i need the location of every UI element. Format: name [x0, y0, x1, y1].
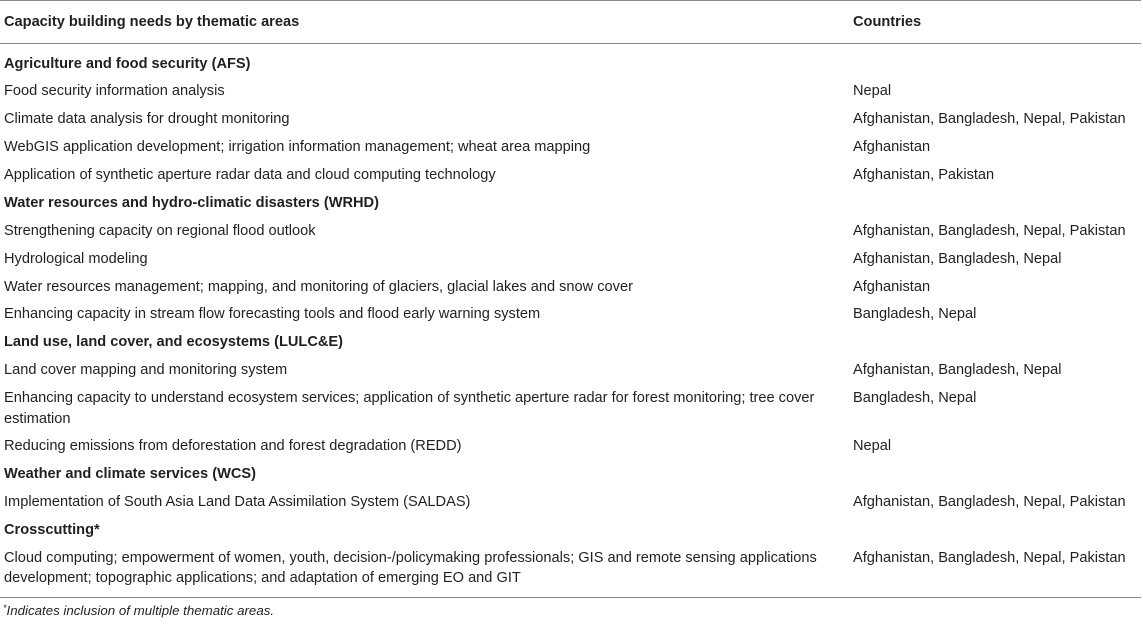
- table-row: [0, 384, 1141, 432]
- table-row: [0, 356, 1141, 384]
- need-cell: Cloud computing; empowerment of women, youth, decision-/policymaking professionals; GIS and remote sensing applications development; topographic applications; and adaptation of emerging EO and GIT: [0, 544, 850, 597]
- countries-cell: [850, 189, 1141, 217]
- header-row: [0, 1, 1141, 44]
- need-cell: Application of synthetic aperture radar data and cloud computing technology: [4, 167, 496, 183]
- table-row: [0, 245, 1141, 273]
- need-cell: Reducing emissions from deforestation and forest degradation (REDD): [4, 438, 462, 455]
- table-row: [0, 217, 1141, 245]
- countries-cell: Nepal: [853, 438, 892, 455]
- need-cell: Climate data analysis for drought monitoring: [4, 111, 290, 128]
- section-title: Weather and climate services (WCS): [4, 466, 256, 483]
- section-row: [0, 43, 1141, 78]
- table-row: [0, 106, 1141, 134]
- countries-cell: Afghanistan, Bangladesh, Nepal, Pakistan: [853, 222, 1126, 239]
- table-row: [0, 133, 1141, 161]
- need-cell: WebGIS application development; irrigation information management; wheat area mapping: [4, 139, 591, 156]
- countries-cell: [850, 329, 1141, 357]
- countries-cell: [850, 516, 1141, 544]
- table-row: [0, 78, 1141, 106]
- countries-cell: Afghanistan, Pakistan: [853, 167, 995, 183]
- section-row: [0, 516, 1141, 544]
- countries-cell: Afghanistan, Bangladesh, Nepal: [853, 362, 1062, 379]
- need-cell: Food security information analysis: [4, 83, 225, 100]
- need-cell: Hydrological modeling: [4, 250, 148, 267]
- countries-cell: Afghanistan, Bangladesh, Nepal, Pakistan: [850, 544, 1141, 597]
- need-cell: Implementation of South Asia Land Data Assimilation System (SALDAS): [4, 494, 471, 511]
- need-cell: Land cover mapping and monitoring system: [4, 362, 288, 379]
- countries-cell: Afghanistan, Bangladesh, Nepal, Pakistan: [853, 111, 1126, 128]
- countries-cell: Afghanistan, Bangladesh, Nepal: [853, 250, 1062, 267]
- section-title: Crosscutting*: [4, 522, 100, 538]
- countries-cell: Bangladesh, Nepal: [853, 306, 977, 323]
- countries-cell: Afghanistan, Bangladesh, Nepal, Pakistan: [853, 494, 1126, 511]
- countries-cell: Afghanistan: [853, 278, 931, 295]
- need-cell: Water resources management; mapping, and monitoring of glaciers, glacial lakes and snow cover: [4, 278, 633, 295]
- section-row: [0, 461, 1141, 489]
- countries-cell: Afghanistan: [853, 139, 931, 156]
- countries-cell: Nepal: [853, 83, 892, 100]
- section-row: [0, 329, 1141, 357]
- header-countries: Countries: [850, 1, 1141, 44]
- table-footnote: [3, 603, 274, 618]
- footnote-text: Indicates inclusion of multiple thematic areas.: [6, 603, 275, 618]
- header-needs: Capacity building needs by thematic areas: [0, 1, 850, 44]
- table-row: [0, 301, 1141, 329]
- need-cell: Enhancing capacity to understand ecosystem services; application of synthetic aperture radar for forest monitoring; tree cover estimation: [4, 390, 815, 427]
- countries-cell: Bangladesh, Nepal: [853, 390, 977, 406]
- table-body: [0, 43, 1141, 597]
- countries-cell: [850, 43, 1141, 78]
- section-title: Agriculture and food security (AFS): [4, 55, 251, 72]
- section-title: Land use, land cover, and ecosystems (LULC&E): [4, 334, 343, 351]
- need-cell: Strengthening capacity on regional flood outlook: [4, 222, 316, 239]
- countries-cell: [850, 461, 1141, 489]
- table-row: [0, 544, 1141, 597]
- table-row: [0, 488, 1141, 516]
- footnote-marker: *: [3, 603, 7, 613]
- section-row: [0, 189, 1141, 217]
- table-row: [0, 161, 1141, 189]
- table-row: [0, 273, 1141, 301]
- need-cell: Enhancing capacity in stream flow forecasting tools and flood early warning system: [4, 306, 541, 323]
- section-title: Water resources and hydro-climatic disasters (WRHD): [4, 194, 379, 211]
- table-header: [0, 1, 1141, 44]
- table-row: [0, 433, 1141, 461]
